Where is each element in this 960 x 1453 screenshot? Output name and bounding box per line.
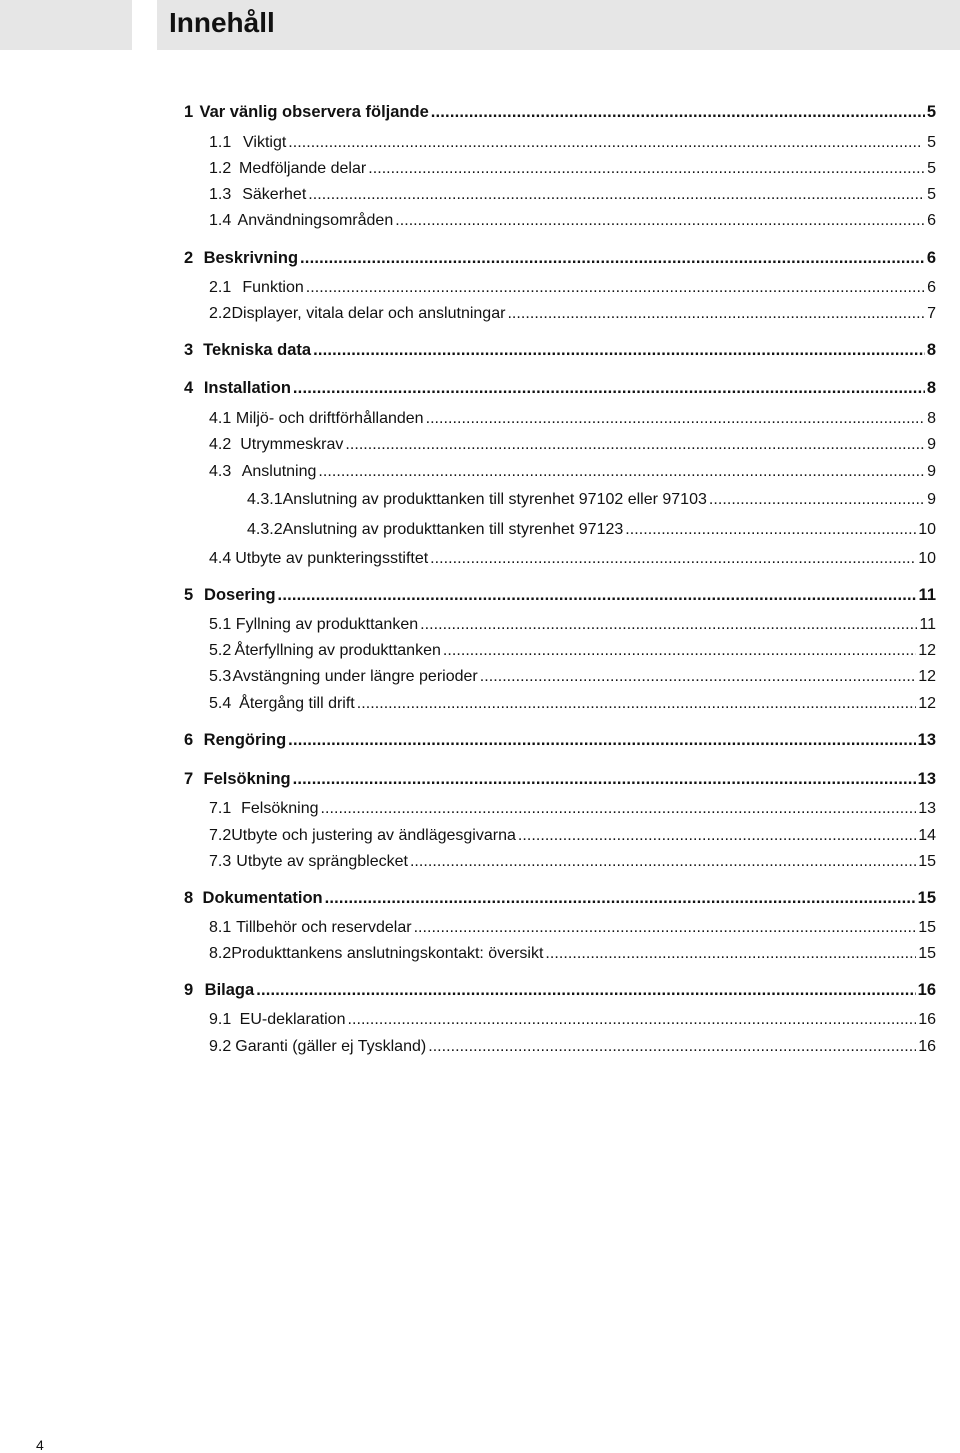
toc-entry-title: Displayer, vitala delar och anslutningar bbox=[231, 305, 506, 322]
toc-entry[interactable] bbox=[209, 185, 936, 205]
dot-leader bbox=[431, 102, 925, 122]
toc-entry[interactable] bbox=[209, 667, 936, 687]
toc-entry[interactable] bbox=[209, 133, 936, 153]
toc-entry-page: 6 bbox=[926, 249, 936, 267]
toc-entry[interactable] bbox=[209, 278, 936, 298]
toc-entry-page: 11 bbox=[919, 616, 936, 633]
dot-leader bbox=[410, 852, 916, 872]
toc-entry[interactable] bbox=[184, 730, 936, 750]
dot-leader bbox=[518, 826, 916, 846]
toc-entry-title: Återfyllning av produkttanken bbox=[234, 642, 441, 659]
toc-entry[interactable] bbox=[209, 1010, 936, 1030]
dot-leader bbox=[545, 944, 916, 964]
toc-entry-title: Fyllning av produkttanken bbox=[235, 616, 419, 633]
toc-entry-page: 9 bbox=[927, 436, 936, 453]
toc-entry[interactable] bbox=[209, 944, 936, 964]
dot-leader bbox=[318, 462, 925, 482]
toc-entry-title: Avstängning under längre perioder bbox=[232, 668, 478, 685]
dot-leader bbox=[426, 409, 926, 429]
dot-leader bbox=[347, 1010, 916, 1030]
toc-entry-number: 4 bbox=[184, 379, 194, 397]
toc-entry-number: 9.2 bbox=[209, 1038, 232, 1055]
dot-leader bbox=[428, 1037, 916, 1057]
page-number: 4 bbox=[36, 1437, 44, 1453]
toc-entry-number: 7 bbox=[184, 770, 194, 788]
toc-entry[interactable] bbox=[209, 159, 936, 179]
toc-entry[interactable] bbox=[209, 799, 936, 819]
toc-entry[interactable] bbox=[209, 641, 936, 661]
toc-entry-title: Dosering bbox=[204, 586, 276, 604]
toc-entry-page: 7 bbox=[927, 305, 936, 322]
dot-leader bbox=[308, 185, 925, 205]
dot-leader bbox=[320, 799, 916, 819]
toc-entry-page: 8 bbox=[927, 410, 936, 427]
toc-entry-number: 5.2 bbox=[209, 642, 232, 659]
toc-entry-number: 9 bbox=[184, 981, 194, 999]
dot-leader bbox=[313, 340, 925, 360]
toc-entry-page: 8 bbox=[926, 379, 936, 397]
toc-entry-title: Utrymmeskrav bbox=[240, 436, 344, 453]
toc-entry-title: Användningsområden bbox=[237, 212, 394, 229]
toc-entry-title: Tekniska data bbox=[203, 341, 312, 359]
toc-entry-title: Utbyte av punkteringsstiftet bbox=[235, 550, 429, 567]
dot-leader bbox=[288, 133, 925, 153]
dot-leader bbox=[414, 918, 917, 938]
toc-entry[interactable] bbox=[247, 520, 936, 540]
toc-entry-number: 4.1 bbox=[209, 410, 232, 427]
toc-entry-number: 2 bbox=[184, 249, 194, 267]
toc-entry-title: Viktigt bbox=[243, 134, 287, 151]
toc-entry-number: 1.1 bbox=[209, 134, 232, 151]
toc-entry-number: 5.4 bbox=[209, 695, 232, 712]
toc-entry-title: Funktion bbox=[242, 279, 304, 296]
dot-leader bbox=[368, 159, 925, 179]
dot-leader bbox=[325, 888, 916, 908]
toc-entry[interactable] bbox=[209, 409, 936, 429]
toc-entry[interactable] bbox=[209, 826, 936, 846]
toc-entry-number: 4.3.1 bbox=[247, 491, 283, 508]
dot-leader bbox=[507, 304, 925, 324]
toc-entry-page: 6 bbox=[927, 212, 936, 229]
dot-leader bbox=[293, 769, 916, 789]
toc-entry-page: 5 bbox=[926, 103, 936, 121]
toc-entry-page: 9 bbox=[927, 491, 936, 508]
toc-entry-title: Felsökning bbox=[241, 800, 319, 817]
toc-entry[interactable] bbox=[209, 694, 936, 714]
toc-entry[interactable] bbox=[184, 102, 936, 122]
toc-entry-title: Säkerhet bbox=[242, 186, 307, 203]
toc-entry-number: 5.3 bbox=[209, 668, 232, 685]
toc-entry-page: 16 bbox=[918, 1038, 936, 1055]
dot-leader bbox=[443, 641, 916, 661]
toc-entry-title: Återgång till drift bbox=[239, 695, 355, 712]
toc-entry-title: Utbyte av sprängblecket bbox=[236, 853, 408, 870]
toc-entry-number: 7.2 bbox=[209, 827, 232, 844]
toc-entry-page: 9 bbox=[927, 463, 936, 480]
toc-entry-page: 16 bbox=[918, 1011, 936, 1028]
toc-entry-title: Rengöring bbox=[203, 731, 287, 749]
toc-entry-page: 15 bbox=[918, 945, 936, 962]
toc-entry-number: 5 bbox=[184, 586, 194, 604]
dot-leader bbox=[395, 211, 925, 231]
toc-entry-page: 12 bbox=[918, 668, 936, 685]
toc-entry-number: 7.3 bbox=[209, 853, 232, 870]
toc-entry-title: Felsökning bbox=[203, 770, 291, 788]
toc-entry-number: 2.2 bbox=[209, 305, 232, 322]
toc-entry-number: 7.1 bbox=[209, 800, 232, 817]
toc-entry-number: 6 bbox=[184, 731, 194, 749]
toc-entry-number: 2.1 bbox=[209, 279, 232, 296]
toc-entry-page: 11 bbox=[918, 586, 936, 604]
toc-entry-page: 15 bbox=[917, 889, 936, 907]
toc-entry-title: Anslutning bbox=[241, 463, 317, 480]
toc-entry-title: Bilaga bbox=[204, 981, 255, 999]
dot-leader bbox=[256, 980, 915, 1000]
dot-leader bbox=[293, 378, 925, 398]
toc-entry-title: Anslutning av produkttanken till styrenhet 97123 bbox=[282, 521, 624, 538]
toc-entry-number: 1.4 bbox=[209, 212, 232, 229]
toc-entry-title: Var vänlig observera följande bbox=[199, 103, 429, 121]
dot-leader bbox=[625, 520, 916, 540]
toc-entry[interactable] bbox=[209, 852, 936, 872]
toc-entry-page: 5 bbox=[927, 134, 936, 151]
toc-entry[interactable] bbox=[247, 490, 936, 510]
toc-entry-title: Produkttankens anslutningskontakt: översikt bbox=[231, 945, 544, 962]
toc-entry-page: 12 bbox=[918, 642, 936, 659]
dot-leader bbox=[709, 490, 925, 510]
toc-entry[interactable] bbox=[209, 918, 936, 938]
toc-entry-page: 5 bbox=[927, 160, 936, 177]
toc-entry-page: 14 bbox=[918, 827, 936, 844]
toc-entry-page: 12 bbox=[918, 695, 936, 712]
toc-entry-page: 13 bbox=[917, 731, 936, 749]
toc-entry-number: 4.3.2 bbox=[247, 521, 283, 538]
toc-entry-title: Anslutning av produkttanken till styrenhet 97102 eller 97103 bbox=[282, 491, 707, 508]
toc-entry-number: 8.2 bbox=[209, 945, 232, 962]
toc-entry-page: 16 bbox=[917, 981, 936, 999]
toc-entry-number: 1.2 bbox=[209, 160, 232, 177]
toc-entry-page: 8 bbox=[926, 341, 936, 359]
toc-entry-number: 1.3 bbox=[209, 186, 232, 203]
toc-entry[interactable] bbox=[209, 304, 936, 324]
toc-entry-page: 13 bbox=[917, 770, 936, 788]
toc-entry[interactable] bbox=[184, 980, 936, 1000]
dot-leader bbox=[278, 585, 917, 605]
toc-entry-title: EU-deklaration bbox=[239, 1011, 346, 1028]
toc-entry[interactable] bbox=[184, 585, 936, 605]
toc-entry-number: 9.1 bbox=[209, 1011, 232, 1028]
dot-leader bbox=[288, 730, 915, 750]
toc-entry-title: Installation bbox=[203, 379, 291, 397]
dot-leader bbox=[420, 615, 917, 635]
toc-entry-title: Utbyte och justering av ändlägesgivarna bbox=[231, 827, 516, 844]
toc-entry-title: Miljö- och driftförhållanden bbox=[235, 410, 424, 427]
toc-entry[interactable] bbox=[209, 615, 936, 635]
toc-entry-title: Medföljande delar bbox=[239, 160, 367, 177]
dot-leader bbox=[345, 435, 925, 455]
toc-entry-page: 15 bbox=[918, 919, 936, 936]
toc-entry-number: 5.1 bbox=[209, 616, 232, 633]
toc-entry-page: 10 bbox=[918, 550, 936, 567]
toc-entry-title: Garanti (gäller ej Tyskland) bbox=[235, 1038, 427, 1055]
toc-entry[interactable] bbox=[184, 378, 936, 398]
toc-entry[interactable] bbox=[209, 1037, 936, 1057]
toc-entry-number: 4.3 bbox=[209, 463, 232, 480]
toc-entry-title: Dokumentation bbox=[202, 889, 323, 907]
toc-entry-page: 10 bbox=[918, 521, 936, 538]
toc-entry-number: 1 bbox=[184, 103, 194, 121]
toc-entry[interactable] bbox=[209, 211, 936, 231]
toc-entry-number: 4.2 bbox=[209, 436, 232, 453]
dot-leader bbox=[306, 278, 925, 298]
dot-leader bbox=[300, 248, 925, 268]
toc-entry[interactable] bbox=[184, 248, 936, 268]
dot-leader bbox=[430, 549, 916, 569]
toc-entry-number: 8 bbox=[184, 889, 194, 907]
toc-entry[interactable] bbox=[209, 462, 936, 482]
dot-leader bbox=[480, 667, 916, 687]
toc-entry-number: 3 bbox=[184, 341, 194, 359]
toc-entry-number: 8.1 bbox=[209, 919, 232, 936]
toc-entry[interactable] bbox=[184, 888, 936, 908]
toc-entry-page: 15 bbox=[918, 853, 936, 870]
toc-entry-title: Tillbehör och reservdelar bbox=[236, 919, 412, 936]
toc-entry-page: 13 bbox=[918, 800, 936, 817]
toc-entry-page: 5 bbox=[927, 186, 936, 203]
toc-entry-title: Beskrivning bbox=[203, 249, 299, 267]
toc-entry-number: 4.4 bbox=[209, 550, 232, 567]
page-title: Innehåll bbox=[169, 7, 275, 38]
toc-entry[interactable] bbox=[209, 435, 936, 455]
dot-leader bbox=[357, 694, 916, 714]
toc-entry-page: 6 bbox=[927, 279, 936, 296]
toc-entry[interactable] bbox=[184, 769, 936, 789]
toc-entry[interactable] bbox=[184, 340, 936, 360]
toc-entry[interactable] bbox=[209, 549, 936, 569]
